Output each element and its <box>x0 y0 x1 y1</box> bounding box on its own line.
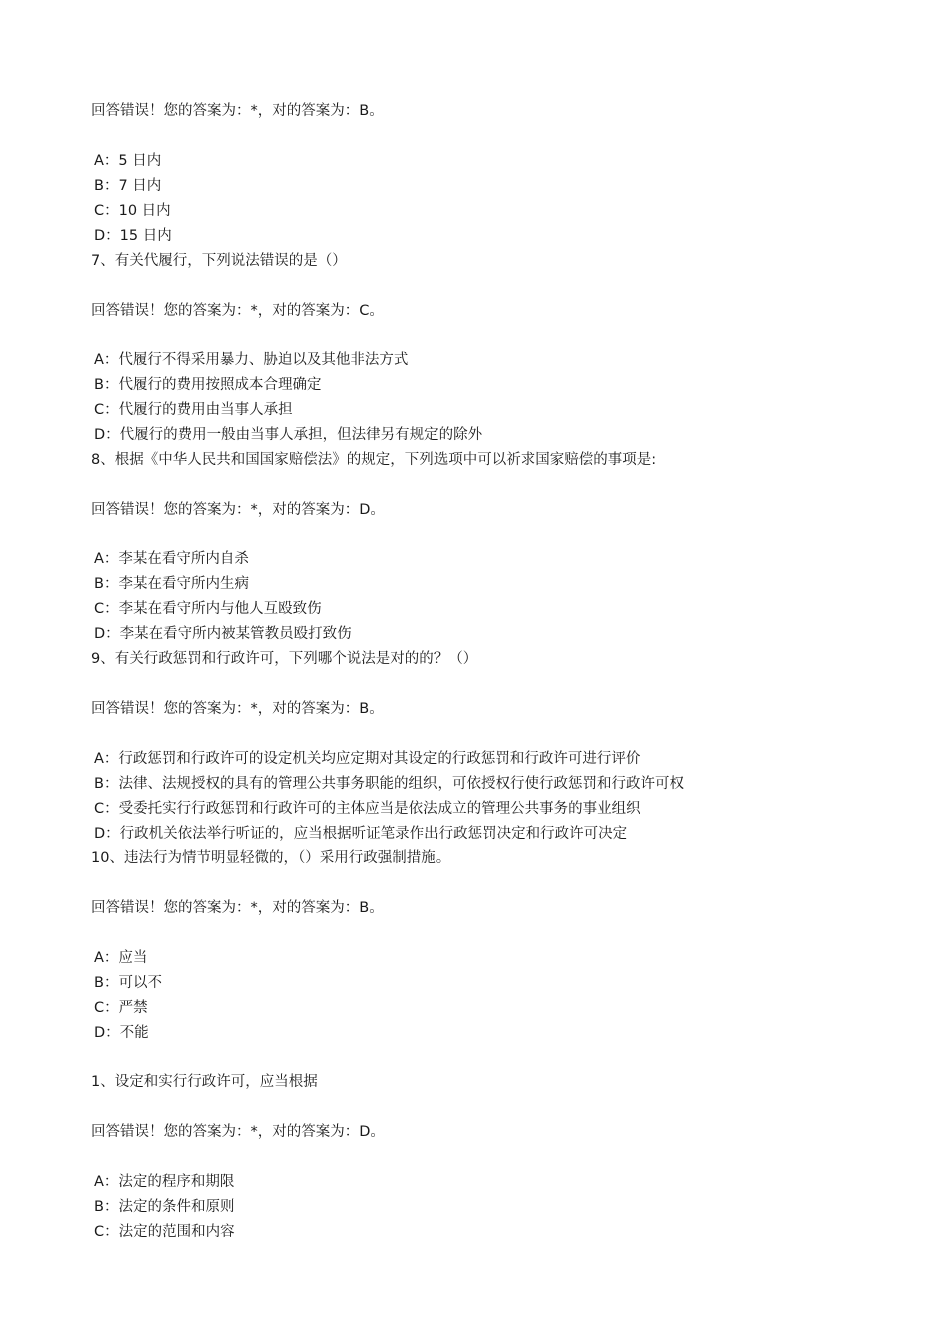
option-a: A：法定的程序和期限 <box>94 1174 235 1190</box>
question-text: 10、违法行为情节明显轻微的，（）采用行政强制措施。 <box>91 850 451 866</box>
option-c: C：法定的范围和内容 <box>94 1224 235 1240</box>
option-b: B：代履行的费用按照成本合理确定 <box>94 377 322 393</box>
question-text: 1、设定和实行行政许可，应当根据 <box>91 1074 318 1090</box>
feedback-text: 回答错误！您的答案为：*，对的答案为：D。 <box>91 1124 385 1140</box>
option-a: A：应当 <box>94 950 148 966</box>
question-text: 9、有关行政惩罚和行政许可，下列哪个说法是对的的？（） <box>91 651 478 667</box>
option-d: D：行政机关依法举行听证的，应当根据听证笔录作出行政惩罚决定和行政许可决定 <box>94 826 628 842</box>
feedback-text: 回答错误！您的答案为：*，对的答案为：B。 <box>91 103 384 119</box>
option-c: C：代履行的费用由当事人承担 <box>94 402 293 418</box>
option-b: B：李某在看守所内生病 <box>94 576 249 592</box>
option-b: B：法律、法规授权的具有的管理公共事务职能的组织，可依授权行使行政惩罚和行政许可权 <box>94 776 684 792</box>
option-b: B：可以不 <box>94 975 162 991</box>
option-c: C：严禁 <box>94 1000 148 1016</box>
feedback-text: 回答错误！您的答案为：*，对的答案为：B。 <box>91 701 384 717</box>
feedback-text: 回答错误！您的答案为：*，对的答案为：C。 <box>91 303 384 319</box>
option-a: A：5 日内 <box>94 153 162 169</box>
option-d: D：李某在看守所内被某管教员殴打致伤 <box>94 626 352 642</box>
option-c: C：10 日内 <box>94 203 171 219</box>
feedback-text: 回答错误！您的答案为：*，对的答案为：D。 <box>91 502 385 518</box>
option-c: C：李某在看守所内与他人互殴致伤 <box>94 601 322 617</box>
question-text: 7、有关代履行，下列说法错误的是（） <box>91 253 347 269</box>
option-d: D：15 日内 <box>94 228 172 244</box>
option-b: B：7 日内 <box>94 178 162 194</box>
option-a: A：代履行不得采用暴力、胁迫以及其他非法方式 <box>94 352 409 368</box>
option-d: D：不能 <box>94 1025 149 1041</box>
option-c: C：受委托实行行政惩罚和行政许可的主体应当是依法成立的管理公共事务的事业组织 <box>94 801 641 817</box>
question-text: 8、根据《中华人民共和国国家赔偿法》的规定，下列选项中可以祈求国家赔偿的事项是: <box>91 452 657 468</box>
feedback-text: 回答错误！您的答案为：*，对的答案为：B。 <box>91 900 384 916</box>
option-a: A：李某在看守所内自杀 <box>94 551 249 567</box>
option-d: D：代履行的费用一般由当事人承担，但法律另有规定的除外 <box>94 427 483 443</box>
option-a: A：行政惩罚和行政许可的设定机关均应定期对其设定的行政惩罚和行政许可进行评价 <box>94 751 641 767</box>
option-b: B：法定的条件和原则 <box>94 1199 235 1215</box>
